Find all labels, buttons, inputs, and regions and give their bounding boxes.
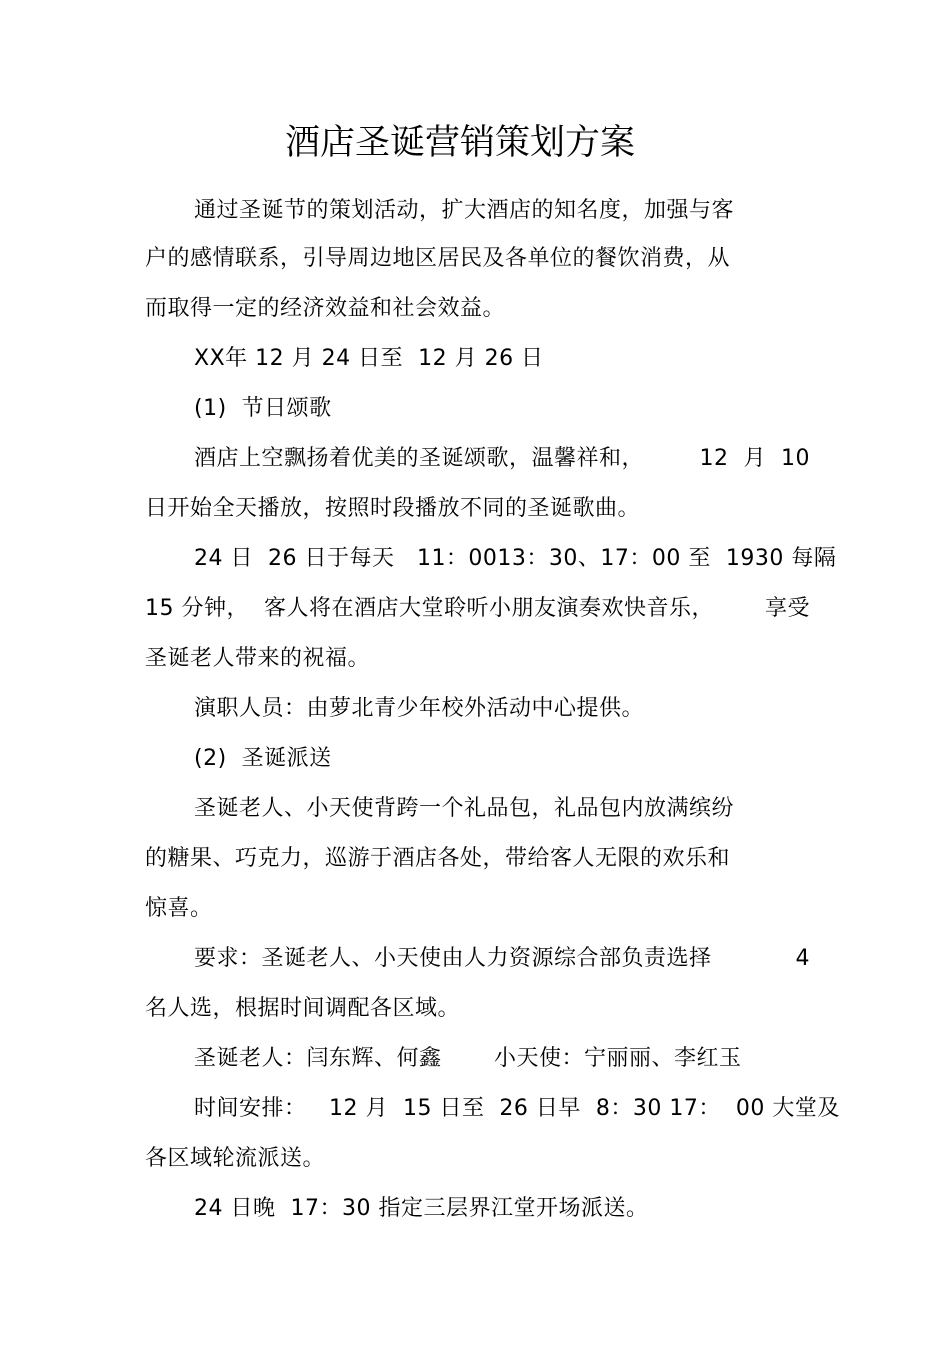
paragraph-line: 圣诞老人、小天使背跨一个礼品包，礼品包内放满缤纷 <box>194 796 735 821</box>
paragraph-line: 日开始全天播放，按照时段播放不同的圣诞歌曲。 <box>145 496 641 521</box>
section-heading: (1) 节日颂歌 <box>194 396 332 421</box>
paragraph-line: 演职人员：由萝北青少年校外活动中心提供。 <box>194 696 645 721</box>
paragraph-line: 各区域轮流派送。 <box>145 1146 326 1171</box>
date-line: XX年 12 月 24 日至 12 月 26 日 <box>194 346 544 371</box>
paragraph-line: 24 日 26 日于每天 11：0013：30、17：00 至 1930 每隔 <box>194 546 837 571</box>
paragraph-line: 名人选，根据时间调配各区域。 <box>145 996 461 1021</box>
document-title: 酒店圣诞营销策划方案 <box>284 123 635 163</box>
line-text: 酒店上空飘扬着优美的圣诞颂歌，温馨祥和， <box>194 446 645 471</box>
line-text: 15 分钟， 客人将在酒店大堂聆听小朋友演奏欢快音乐， <box>145 596 714 621</box>
line-text: 要求：圣诞老人、小天使由人力资源综合部负责选择 <box>194 946 712 971</box>
paragraph-line <box>194 444 810 474</box>
line-text-right: 12 月 10 <box>699 446 810 471</box>
line-text-right: 享受 <box>764 596 810 621</box>
paragraph-line: 户的感情联系，引导周边地区居民及各单位的餐饮消费，从 <box>145 246 731 271</box>
paragraph-line: 而取得一定的经济效益和社会效益。 <box>145 296 506 321</box>
paragraph-line: 通过圣诞节的策划活动，扩大酒店的知名度，加强与客 <box>194 198 735 223</box>
paragraph-line: 圣诞老人带来的祝福。 <box>145 646 371 671</box>
paragraph-line: 24 日晚 17：30 指定三层界江堂开场派送。 <box>194 1196 649 1221</box>
paragraph-line: 的糖果、巧克力，巡游于酒店各处，带给客人无限的欢乐和 <box>145 846 731 871</box>
staff-line: 圣诞老人：闫东辉、何鑫 小天使：宁丽丽、李红玉 <box>194 1046 742 1071</box>
line-text-right: 4 <box>795 946 810 971</box>
paragraph-line <box>145 594 810 624</box>
section-heading: (2) 圣诞派送 <box>194 746 332 771</box>
paragraph-line: 惊喜。 <box>145 896 213 921</box>
schedule-line: 时间安排： 12 月 15 日至 26 日早 8：30 17： 00 大堂及 <box>194 1096 840 1121</box>
paragraph-line <box>194 944 810 974</box>
